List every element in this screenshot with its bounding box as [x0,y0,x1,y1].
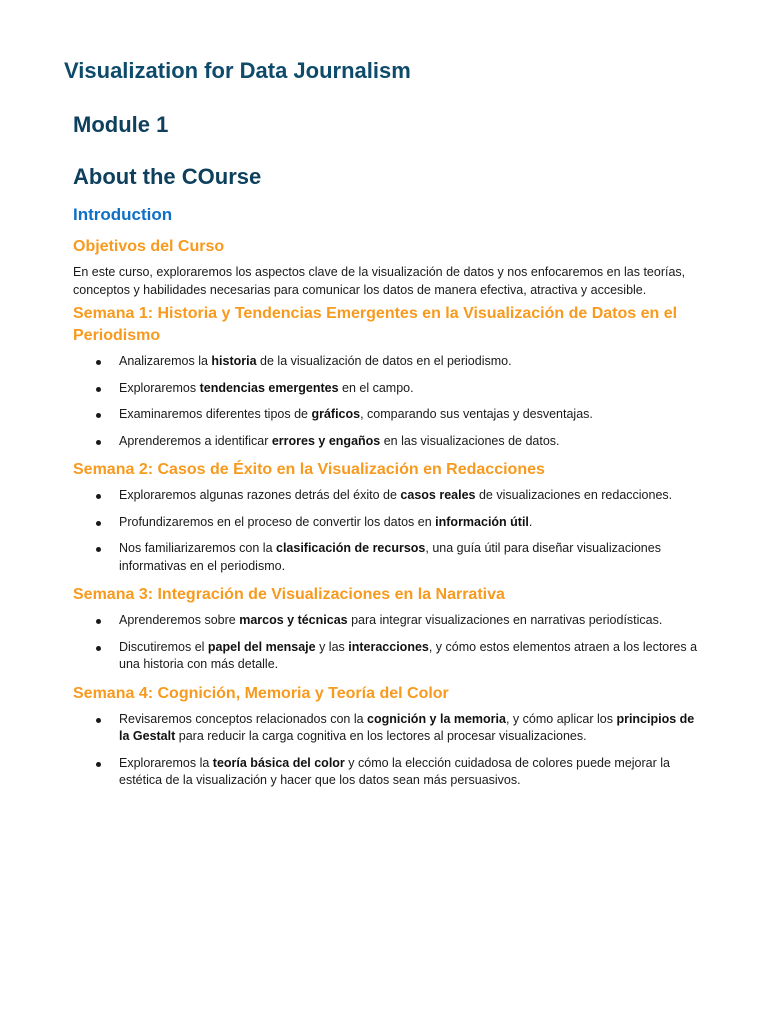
week-heading: Semana 2: Casos de Éxito en la Visualización en Redacciones [73,461,545,478]
list-item: Aprenderemos a identificar errores y engaños en las visualizaciones de datos. [73,433,703,451]
bullet-icon [96,646,101,651]
bullet-icon [96,521,101,526]
bullet-icon [96,360,101,365]
objectives-heading: Objetivos del Curso [73,238,225,255]
week-3-list [73,612,703,674]
list-item: Exploraremos tendencias emergentes en el campo. [73,380,703,398]
list-item: Exploraremos algunas razones detrás del éxito de casos reales de visualizaciones en redacciones. [73,487,703,505]
bullet-icon [96,413,101,418]
list-item: Revisaremos conceptos relacionados con la cognición y la memoria, y cómo aplicar los principios de la Gestalt para reducir la carga cognitiva en los lectores al procesar visualizaciones. [73,711,703,746]
bullet-icon [96,718,101,723]
bullet-icon [96,494,101,499]
bullet-icon [96,619,101,624]
list-item: Profundizaremos en el proceso de convertir los datos en información útil. [73,514,703,532]
list-item: Analizaremos la historia de la visualización de datos en el periodismo. [73,353,703,371]
list-item: Aprenderemos sobre marcos y técnicas para integrar visualizaciones en narrativas periodísticas. [73,612,703,630]
week-2-list [73,487,703,575]
week-4-list [73,711,703,790]
list-item: Nos familiarizaremos con la clasificación de recursos, una guía útil para diseñar visualizaciones informativas en el periodismo. [73,540,703,575]
objectives-section [73,236,703,299]
week-3-section [73,584,703,674]
bullet-icon [96,440,101,445]
document-content [73,110,703,799]
week-heading: Semana 1: Historia y Tendencias Emergentes en la Visualización de Datos en el Periodismo [73,305,678,344]
week-2-section [73,459,703,575]
list-item: Examinaremos diferentes tipos de gráficos, comparando sus ventajas y desventajas. [73,406,703,424]
document-title: Visualization for Data Journalism [64,58,411,83]
objectives-paragraph: En este curso, exploraremos los aspectos clave de la visualización de datos y nos enfocaremos en las teorías, conceptos y habilidades necesarias para comunicar los datos de manera efectiva, atractiva y accesible. [73,265,686,297]
bullet-icon [96,762,101,767]
bullet-icon [96,387,101,392]
week-1-section [73,303,703,450]
course-heading: About the COurse [73,164,262,189]
bullet-icon [96,547,101,552]
list-item: Discutiremos el papel del mensaje y las interacciones, y cómo estos elementos atraen a los lectores a una historia con más detalle. [73,639,703,674]
module-heading: Module 1 [73,112,169,137]
week-heading: Semana 4: Cognición, Memoria y Teoría del Color [73,684,449,702]
week-heading: Semana 3: Integración de Visualizaciones en la Narrativa [73,586,505,603]
list-item: Exploraremos la teoría básica del color y cómo la elección cuidadosa de colores puede mejorar la estética de la visualización y hacer que los datos sean más persuasivos. [73,755,703,790]
introduction-heading: Introduction [73,205,173,224]
week-1-list [73,353,703,450]
week-4-section [73,683,703,790]
